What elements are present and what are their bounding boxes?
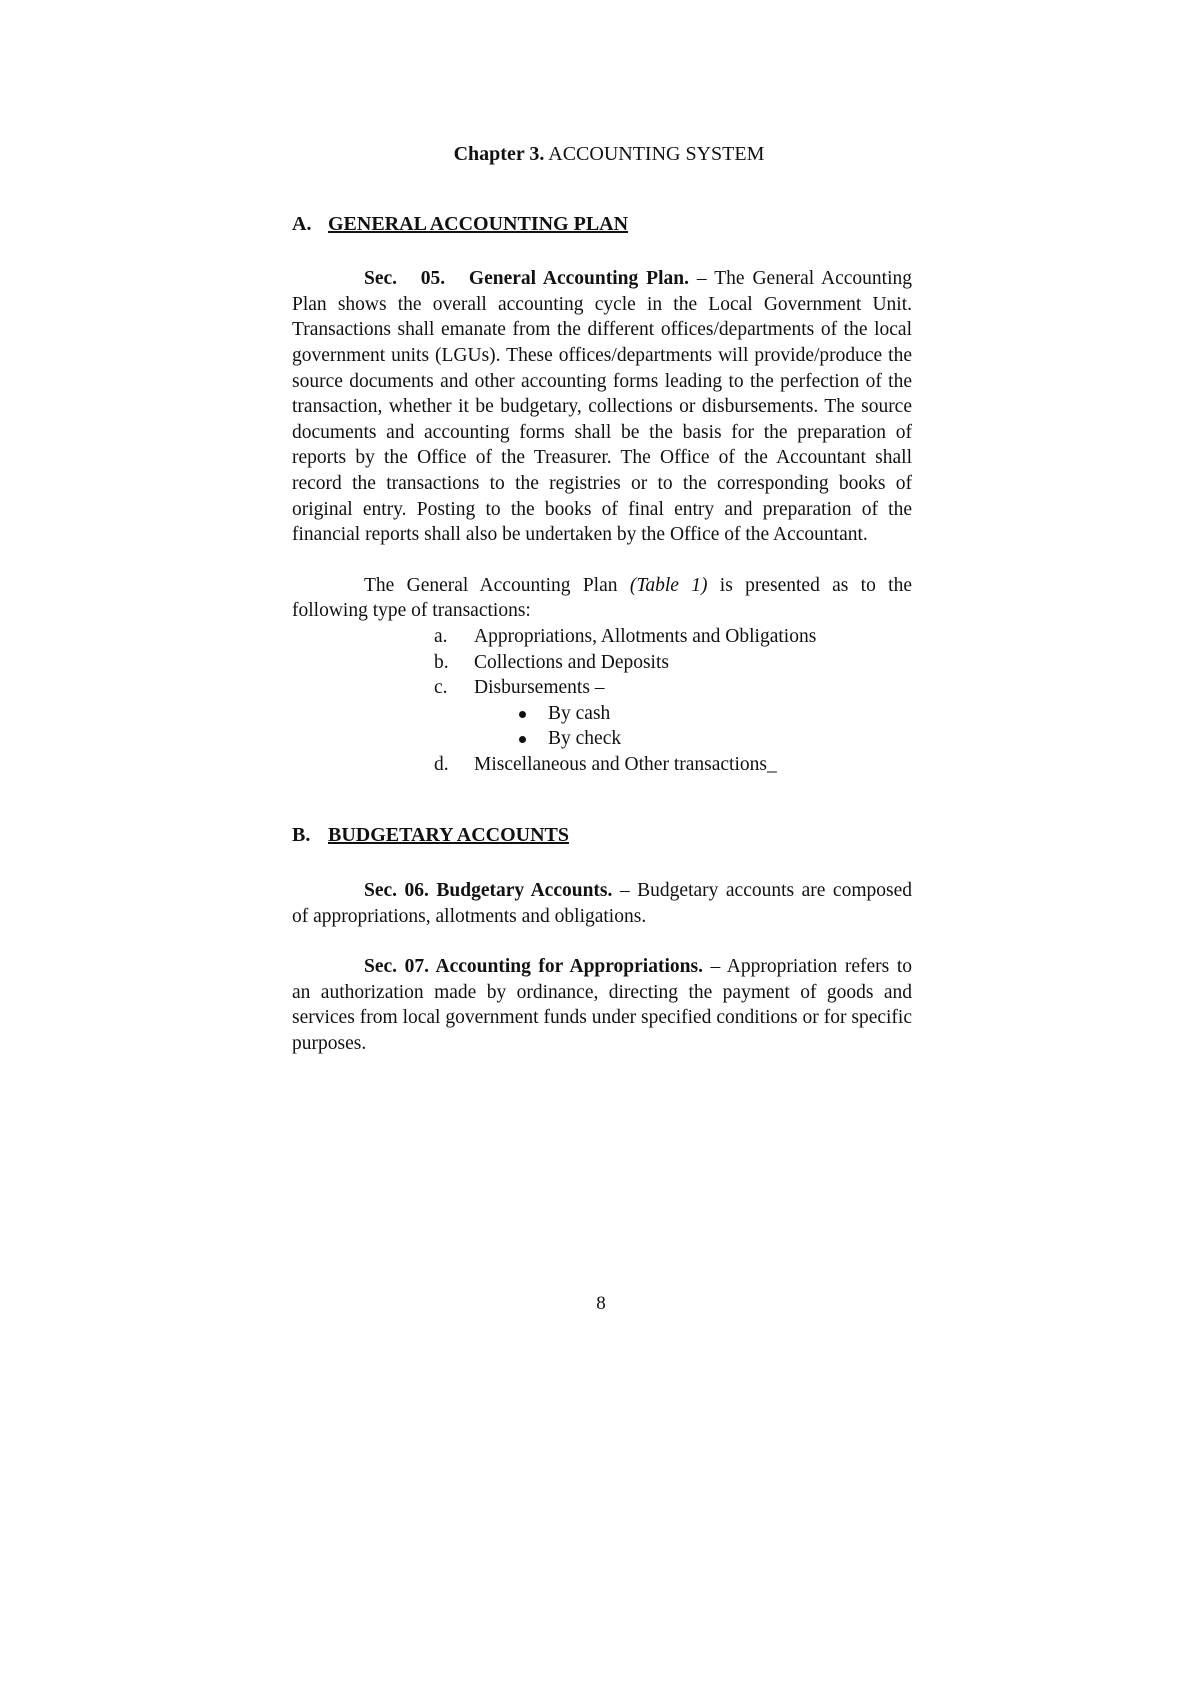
sec-06-text: – Budgetary accounts are composed of appropriations, allotments and obligations. — [292, 880, 912, 927]
list-item — [292, 675, 912, 701]
sec-07-text: – Appropriation refers to an authorization made by ordinance, directing the payment of goods and services from local government funds under specified conditions or for specific purposes. — [292, 956, 912, 1055]
transaction-type-list — [292, 624, 912, 701]
sec-07-paragraph — [292, 954, 912, 1056]
section-b-title: BUDGETARY ACCOUNTS — [328, 824, 569, 847]
sec-05-paragraph — [292, 266, 912, 548]
section-b-letter: B. — [292, 824, 311, 847]
list-item-text: Disbursements – — [474, 677, 605, 699]
section-a-letter: A. — [292, 212, 312, 235]
chapter-title — [292, 142, 912, 168]
sub-list-item-text: By check — [548, 728, 622, 750]
sec-06-paragraph — [292, 878, 912, 929]
section-a-title: GENERAL ACCOUNTING PLAN — [328, 212, 629, 235]
sec-07-label: Sec. 07. Accounting for Appropriations. — [364, 956, 703, 978]
sub-list-item-text: By cash — [548, 702, 611, 724]
list-marker: c. — [434, 677, 448, 699]
list-item — [292, 752, 912, 778]
list-item-text: Collections and Deposits — [474, 651, 669, 673]
disbursement-sub-list — [292, 701, 912, 752]
section-b-heading — [292, 823, 912, 849]
list-marker: a. — [434, 625, 448, 647]
table-reference: (Table 1) — [629, 574, 708, 596]
section-a-heading — [292, 212, 912, 238]
list-item — [292, 624, 912, 650]
bullet-icon — [519, 736, 526, 743]
chapter-name: ACCOUNTING SYSTEM — [548, 143, 765, 165]
bullet-icon — [519, 711, 526, 718]
sub-list-item — [292, 726, 912, 752]
sec-05-label: Sec. 05. General Accounting Plan. — [364, 268, 689, 290]
list-item-text: Miscellaneous and Other transactions_ — [474, 753, 777, 775]
sub-list-item — [292, 701, 912, 727]
plan-intro-paragraph — [292, 573, 912, 624]
plan-intro-before: The General Accounting Plan — [364, 574, 630, 596]
plan-intro-after: is presented as to the following type of transactions: — [292, 574, 912, 622]
list-item — [292, 650, 912, 676]
sec-06-label: Sec. 06. Budgetary Accounts. — [364, 880, 613, 902]
list-marker: d. — [434, 753, 449, 775]
chapter-number: Chapter 3. — [453, 143, 545, 165]
sec-05-text: – The General Accounting Plan shows the overall accounting cycle in the Local Government Unit. Transactions shall emanate from the different offices/departments of the local government units (LGUs). These offices/departments will provide/produce the source documents and other accounting forms leading to the perfection of the transaction, whether it be budgetary, collections or disbursements. The source documents and accounting forms shall be the basis for the preparation of reports by the Office of the Treasurer. The Office of the Accountant shall record the transactions to the registries or to the corresponding books of original entry. Posting to the books of final entry and preparation of the financial reports shall also be undertaken by the Office of the Accountant. — [292, 268, 912, 546]
transaction-type-list-end — [292, 752, 912, 778]
list-marker: b. — [434, 651, 449, 673]
list-item-text: Appropriations, Allotments and Obligations — [474, 625, 817, 647]
page-number: 8 — [596, 1293, 606, 1314]
page-content — [292, 142, 912, 1057]
